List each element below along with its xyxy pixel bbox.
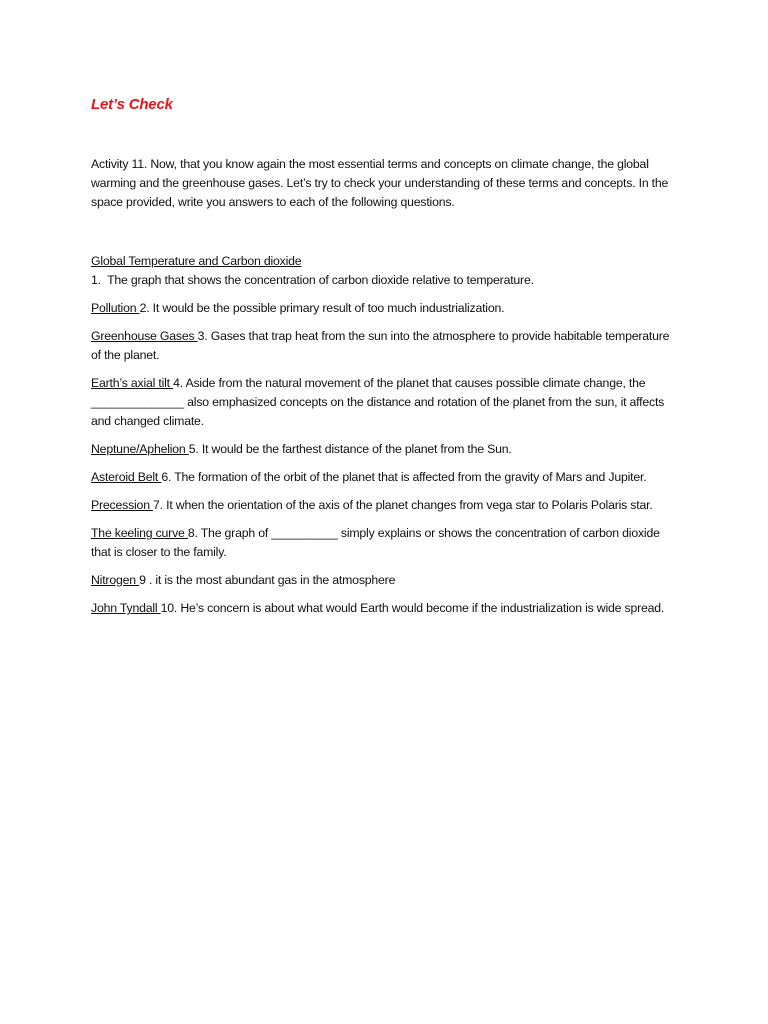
answer-text: Neptune/Aphelion	[91, 442, 189, 456]
page-title: Let’s Check	[91, 96, 173, 113]
question-text: 10. He’s concern is about what would Earth would become if the industrialization is wide spread.	[160, 601, 665, 615]
question-item	[91, 571, 681, 590]
question-text: 1. The graph that shows the concentration of carbon dioxide relative to temperature.	[91, 273, 534, 287]
question-list	[91, 252, 681, 627]
question-text: 9 . it is the most abundant gas in the atmosphere	[139, 573, 396, 587]
question-text: 6. The formation of the orbit of the planet that is affected from the gravity of Mars and Jupiter.	[161, 470, 647, 484]
question-item	[91, 327, 681, 365]
answer-text: John Tyndall	[91, 601, 161, 615]
answer-text: Precession	[91, 498, 154, 512]
question-item	[91, 496, 681, 515]
question-item	[91, 374, 681, 431]
answer-text: Earth’s axial tilt	[91, 376, 174, 390]
question-text: 8. The graph of __________ simply explains or shows the concentration of carbon dioxide that is closer to the family.	[91, 526, 660, 559]
question-text: 7. It when the orientation of the axis of the planet changes from vega star to Polaris Polaris star.	[153, 498, 653, 512]
answer-text: Asteroid Belt	[91, 470, 162, 484]
question-item	[91, 299, 681, 318]
answer-text: The keeling curve	[91, 526, 188, 540]
question-item	[91, 440, 681, 459]
question-text: 5. It would be the farthest distance of the planet from the Sun.	[188, 442, 512, 456]
answer-text: Greenhouse Gases	[91, 329, 198, 343]
question-text: 3. Gases that trap heat from the sun into the atmosphere to provide habitable temperature of the planet.	[91, 329, 670, 362]
question-item	[91, 468, 681, 487]
answer-text: Global Temperature and Carbon dioxide	[91, 254, 302, 268]
answer-text: Pollution	[91, 301, 140, 315]
question-text: 4. Aside from the natural movement of the planet that causes possible climate change, the ______________ also emphasized concepts on the distance and rotation of the planet from the sun, it affects and changed climate.	[91, 376, 665, 428]
question-item	[91, 252, 681, 290]
question-text: 2. It would be the possible primary result of too much industrialization.	[139, 301, 505, 315]
question-item	[91, 599, 681, 618]
question-item	[91, 524, 681, 562]
activity-instructions: Activity 11. Now, that you know again the most essential terms and concepts on climate change, the global warming and the greenhouse gases. Let’s try to check your understanding of these terms and concepts. In the space provided, write you answers to each of the following questions.	[91, 157, 669, 209]
answer-text: Nitrogen	[91, 573, 140, 587]
